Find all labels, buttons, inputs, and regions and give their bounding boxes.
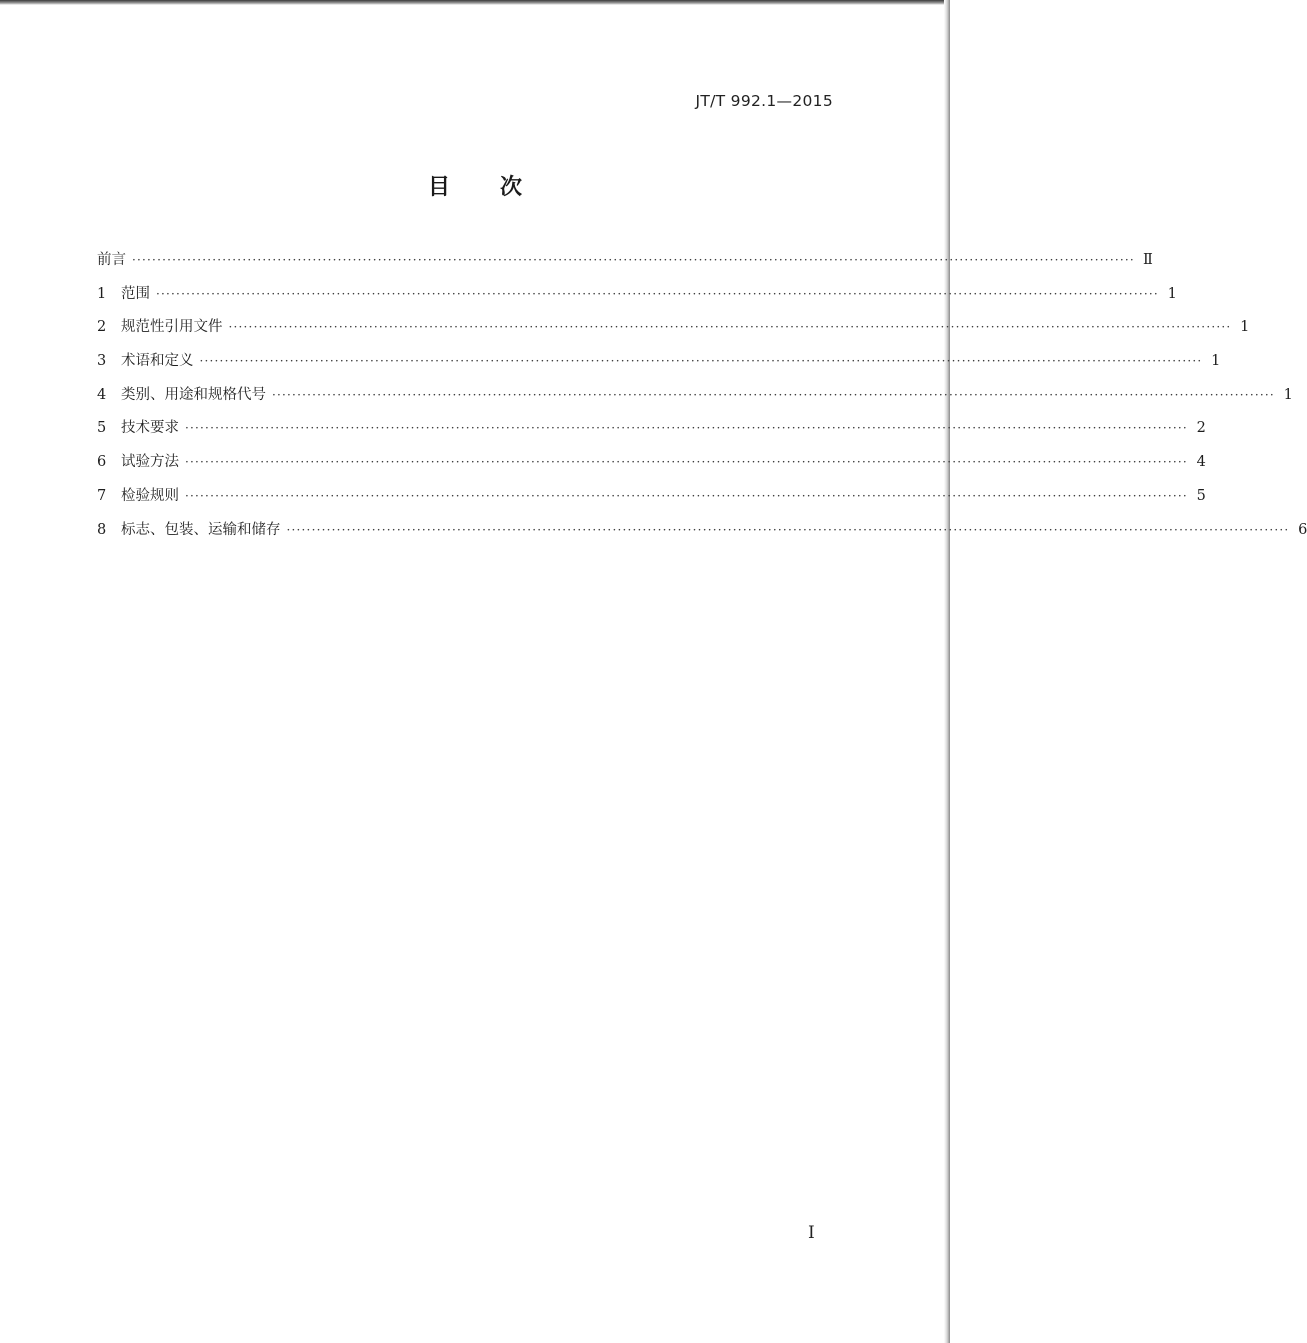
toc-leader-dots: ········································································································································································································: [185, 421, 1188, 436]
toc-leader-dots: ········································································································································································································: [286, 522, 1290, 537]
toc-entry-page: 4: [1196, 454, 1206, 471]
toc-entry-label: 术语和定义: [121, 353, 194, 370]
toc-entry-label: 标志、包装、运输和储存: [121, 521, 281, 538]
toc-entry-2[interactable]: [97, 315, 1250, 349]
toc-entry-label: 规范性引用文件: [121, 319, 223, 336]
toc-leader-dots: ········································································································································································································: [185, 488, 1188, 503]
toc-leader-dots: ········································································································································································································: [228, 320, 1232, 335]
toc-entry-number: 8: [97, 521, 107, 538]
toc-leader-dots: ········································································································································································································: [199, 354, 1203, 369]
page-number: Ⅰ: [808, 1223, 815, 1243]
toc-entry-5[interactable]: [97, 416, 1206, 450]
toc-entry-3[interactable]: [97, 349, 1221, 383]
toc-entry-label: 类别、用途和规格代号: [121, 386, 266, 403]
toc-leader-dots: ········································································································································································································: [156, 286, 1159, 301]
scan-edge-top: [0, 0, 950, 5]
toc-entry-label: 前言: [97, 252, 126, 268]
toc-entry-label: 检验规则: [121, 487, 179, 504]
toc-title-char-1: 目: [427, 175, 450, 200]
scan-edge-right: [944, 0, 950, 1343]
toc-entry-label: 技术要求: [121, 420, 179, 437]
toc-entry-page: 5: [1196, 487, 1206, 504]
toc-entry-4[interactable]: [97, 383, 1293, 417]
toc-entry-foreword[interactable]: [97, 248, 1153, 282]
toc-entry-page: 1: [1283, 386, 1293, 403]
toc-entry-6[interactable]: [97, 450, 1206, 484]
toc-entry-page: Ⅱ: [1143, 252, 1153, 268]
toc-entry-number: 1: [97, 285, 107, 302]
toc-list: [97, 248, 1307, 551]
toc-entry-number: 7: [97, 487, 107, 504]
toc-entry-7[interactable]: [97, 484, 1206, 518]
toc-entry-page: 1: [1211, 353, 1221, 370]
toc-leader-dots: ········································································································································································································: [132, 253, 1135, 267]
toc-entry-label: 范围: [121, 285, 150, 302]
toc-entry-1[interactable]: [97, 282, 1177, 316]
toc-entry-8[interactable]: [97, 518, 1307, 552]
toc-entry-page: 2: [1196, 420, 1206, 437]
toc-entry-page: 6: [1298, 521, 1307, 538]
toc-leader-dots: ········································································································································································································: [185, 455, 1188, 470]
toc-leader-dots: ········································································································································································································: [272, 387, 1275, 402]
toc-title: [0, 170, 950, 201]
toc-title-char-2: 次: [500, 175, 523, 200]
toc-entry-number: 3: [97, 353, 107, 370]
toc-entry-number: 2: [97, 319, 107, 336]
toc-entry-label: 试验方法: [121, 454, 179, 471]
standard-code: JT/T 992.1—2015: [695, 92, 833, 110]
toc-entry-number: 4: [97, 386, 107, 403]
toc-entry-number: 6: [97, 454, 107, 471]
toc-entry-number: 5: [97, 420, 107, 437]
toc-entry-page: 1: [1167, 285, 1177, 302]
toc-entry-page: 1: [1240, 319, 1250, 336]
